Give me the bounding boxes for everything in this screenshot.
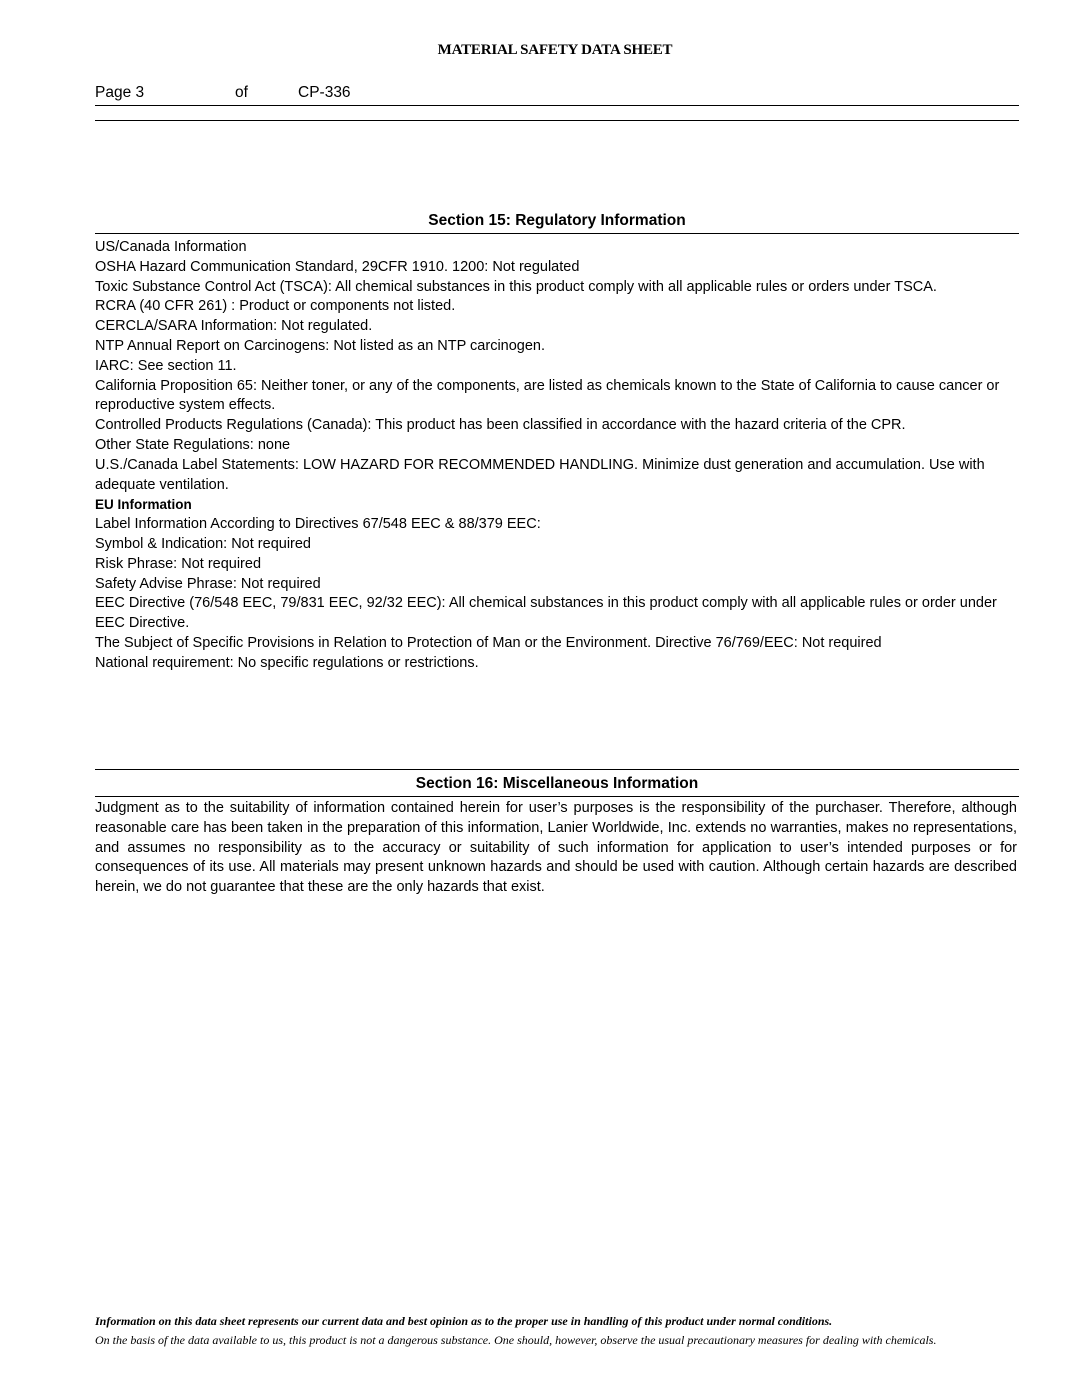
eu-line: Symbol & Indication: Not required bbox=[95, 535, 311, 552]
section15-body bbox=[95, 238, 1019, 674]
page-info-line bbox=[95, 84, 1019, 106]
eu-line: EEC Directive (76/548 EEC, 79/831 EEC, 92/32 EEC): All chemical substances in this product comply with all applicable rules or order under EEC Directive. bbox=[95, 595, 997, 632]
regulatory-line: RCRA (40 CFR 261) : Product or components not listed. bbox=[95, 298, 456, 315]
regulatory-line: Other State Regulations: none bbox=[95, 436, 291, 453]
section15-heading: Section 15: Regulatory Information bbox=[428, 212, 686, 229]
header-divider bbox=[95, 120, 1019, 121]
eu-line: Risk Phrase: Not required bbox=[95, 555, 262, 572]
section16-rule bbox=[95, 796, 1019, 797]
regulatory-line: U.S./Canada Label Statements: LOW HAZARD FOR RECOMMENDED HANDLING. Minimize dust generation and accumulation. Use with adequate ventilation. bbox=[95, 456, 985, 493]
regulatory-line: California Proposition 65: Neither toner, or any of the components, are listed as chemicals known to the State of California to cause cancer or reproductive system effects. bbox=[95, 377, 1000, 414]
section15-rule bbox=[95, 233, 1019, 234]
footer-disclaimer bbox=[95, 1312, 1015, 1349]
document-title: MATERIAL SAFETY DATA SHEET bbox=[437, 42, 673, 58]
eu-line: National requirement: No specific regulations or restrictions. bbox=[95, 654, 479, 671]
page-of-label: of bbox=[235, 84, 248, 101]
page-number: Page 3 bbox=[95, 84, 145, 101]
section16-heading: Section 16: Miscellaneous Information bbox=[415, 775, 699, 792]
eu-line: Label Information According to Directives 67/548 EEC & 88/379 EEC: bbox=[95, 516, 541, 533]
regulatory-line: US/Canada Information bbox=[95, 239, 247, 255]
regulatory-line: OSHA Hazard Communication Standard, 29CFR 1910. 1200: Not regulated bbox=[95, 258, 580, 275]
document-code: CP-336 bbox=[298, 84, 351, 101]
regulatory-line: CERCLA/SARA Information: Not regulated. bbox=[95, 318, 373, 335]
eu-line: The Subject of Specific Provisions in Relation to Protection of Man or the Environment. Directive 76/769/EEC: Not required bbox=[95, 634, 882, 651]
regulatory-line: NTP Annual Report on Carcinogens: Not listed as an NTP carcinogen. bbox=[95, 337, 546, 354]
regulatory-line: Controlled Products Regulations (Canada): This product has been classified in accordance with the hazard criteria of the CPR. bbox=[95, 417, 906, 434]
section16-body: Judgment as to the suitability of information contained herein for user’s purposes is the responsibility of the purchaser. Therefore, although reasonable care has been taken in the preparation of this information, Lanier Worldwide, Inc. extends no warranties, makes no representations, and assumes no responsibility as to the accuracy or suitability of such information for application to user’s intended purposes or for consequences of its use. All materials may present unknown hazards and should be used with caution. Although certain hazards are described herein, we do not guarantee that these are the only hazards that exist. bbox=[95, 800, 1017, 896]
regulatory-line: IARC: See section 11. bbox=[95, 357, 237, 374]
footer-line-2: On the basis of the data available to us, this product is not a dangerous substance. One should, however, observe the usual precautionary measures for dealing with chemicals. bbox=[95, 1332, 937, 1347]
footer-line-1: Information on this data sheet represents our current data and best opinion as to the proper use in handling of this product under normal conditions. bbox=[95, 1314, 833, 1328]
section16-top-rule bbox=[95, 769, 1019, 770]
eu-line: Safety Advise Phrase: Not required bbox=[95, 575, 321, 592]
regulatory-line: Toxic Substance Control Act (TSCA): All chemical substances in this product comply with all applicable rules or orders under TSCA. bbox=[95, 278, 937, 295]
eu-information-heading: EU Information bbox=[95, 497, 192, 513]
